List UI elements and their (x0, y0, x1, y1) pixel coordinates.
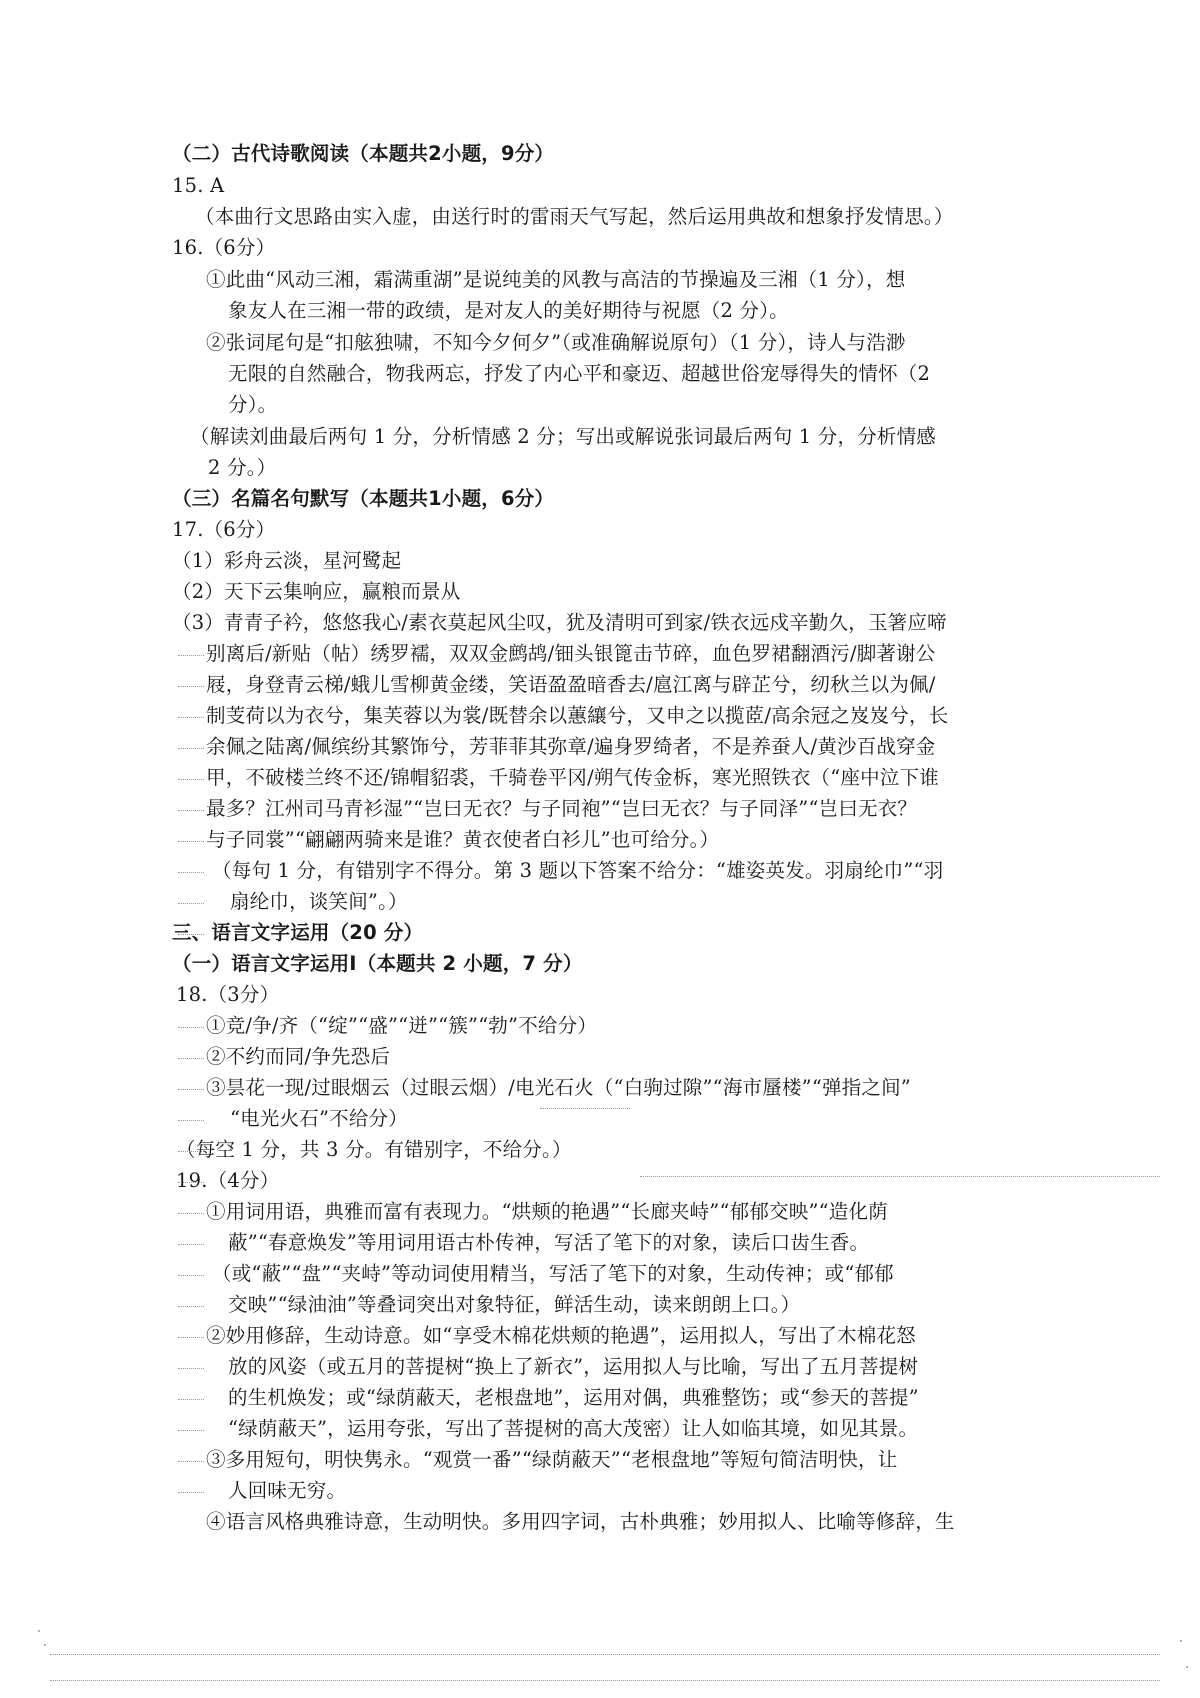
scan-dots (178, 1244, 204, 1245)
q19-label: 19.（4分） (176, 1169, 280, 1192)
scan-dots (178, 1368, 204, 1369)
q16-label: 16.（6分） (172, 236, 276, 259)
section-heading-famous-lines: （三）名篇名句默写（本题共1小题，6分） (172, 487, 555, 510)
q17-scoring-line1: （每句 1 分，有错别字不得分。第 3 题以下答案不给分：“雄姿英发。羽扇纶巾”“羽 (212, 859, 944, 882)
scan-dots (178, 1151, 204, 1152)
q17-answer3-line1: （3）青青子衿，悠悠我心/素衣莫起风尘叹，犹及清明可到家/铁衣远戍辛勤久，玉箸应啼 (172, 611, 947, 634)
scan-dots (178, 1306, 204, 1307)
q19-point2-line3: 的生机焕发；或“绿荫蔽天，老根盘地”，运用对偶，典雅整饬；或“参天的菩提” (228, 1386, 919, 1409)
q19-point1-line1: ①用词用语，典雅而富有表现力。“烘颊的艳遇”“长廊夹峙”“郁郁交映”“造化荫 (206, 1200, 888, 1223)
q17-answer3-line3: 屐，身登青云梯/蛾儿雪柳黄金缕，笑语盈盈暗香去/扈江离与辟芷兮，纫秋兰以为佩/ (206, 673, 936, 696)
scan-dots (178, 810, 204, 811)
q16-scoring-line1: （解读刘曲最后两句 1 分，分析情感 2 分；写出或解说张词最后两句 1 分，分析情感 (190, 425, 937, 448)
q19-point2-line1: ②妙用修辞，生动诗意。如“享受木棉花烘颊的艳遇”，运用拟人，写出了木棉花怒 (206, 1324, 916, 1347)
scan-dots (178, 1275, 204, 1276)
q19-point4-line1: ④语言风格典雅诗意，生动明快。多用四字词，古朴典雅；妙用拟人、比喻等修辞，生 (206, 1510, 955, 1533)
scan-speck (1186, 1666, 1188, 1668)
q19-point1-alt-line1: （或“蔽”“盘”“夹峙”等动词使用精当，写活了笔下的对象，生动传神；或“郁郁 (212, 1262, 894, 1285)
scan-dots (50, 1654, 1160, 1655)
q17-answer3-line8: 与子同裳”“翩翩两骑来是谁？黄衣使者白衫儿”也可给分。） (206, 828, 720, 851)
scan-dots (178, 1213, 204, 1214)
q17-answer3-line6: 甲，不破楼兰终不还/锦帽貂裘，千骑卷平冈/朔气传金柝，寒光照铁衣（“座中泣下谁 (206, 766, 939, 789)
q18-answer1: ①竞/争/齐（“绽”“盛”“迸”“簇”“勃”不给分） (206, 1014, 598, 1037)
scan-dots (178, 1058, 204, 1059)
q18-label: 18.（3分） (176, 983, 280, 1006)
q19-point1-alt-line2: 交映”“绿油油”等叠词突出对象特征，鲜活生动，读来朗朗上口。） (228, 1293, 801, 1316)
scan-dots (50, 1680, 1160, 1681)
scan-dots (178, 872, 204, 873)
q18-answer3-line1: ③昙花一现/过眼烟云（过眼云烟）/电光石火（“白驹过隙”“海市蜃楼”“弹指之间” (206, 1076, 911, 1099)
scan-dots (178, 1399, 204, 1400)
q17-answer3-line2: 别离后/新贴（帖）绣罗襦，双双金鹧鸪/钿头银篦击节碎，血色罗裙翻酒污/脚著谢公 (206, 642, 936, 665)
scan-speck (1180, 1640, 1182, 1642)
q19-point2-line2: 放的风姿（或五月的菩提树“换上了新衣”，运用拟人与比喻，写出了五月菩提树 (228, 1355, 919, 1378)
q18-answer2: ②不约而同/争先恐后 (206, 1045, 391, 1068)
scan-dots (178, 655, 204, 656)
scan-dots (178, 1492, 204, 1493)
scan-dots (178, 779, 204, 780)
section-heading-language: 三、语言文字运用（20 分） (172, 921, 424, 944)
q19-point2-line4: “绿荫蔽天”，运用夸张，写出了菩提树的高大茂密）让人如临其境，如见其景。 (228, 1417, 919, 1440)
q17-scoring-line2: 扇纶巾，谈笑间”。） (230, 890, 408, 913)
scan-dots (178, 841, 204, 842)
scan-dots (540, 1108, 630, 1109)
q17-answer3-line7: 最多？江州司马青衫湿”“岂曰无衣？与子同袍”“岂曰无衣？与子同泽”“岂曰无衣？ (206, 797, 918, 820)
scan-speck (44, 1644, 46, 1646)
q16-point1-line1: ①此曲“风动三湘，霜满重湖”是说纯美的风教与高洁的节操遍及三湘（1 分），想 (206, 268, 906, 291)
scan-dots (178, 1461, 204, 1462)
q16-point2-line2: 无限的自然融合，物我两忘，抒发了内心平和豪迈、超越世俗宠辱得失的情怀（2 (228, 362, 931, 385)
q15-answer: 15. A (172, 174, 225, 197)
scan-speck (38, 1630, 40, 1632)
scan-dots (640, 1176, 1160, 1177)
q17-answer3-line5: 余佩之陆离/佩缤纷其繁饰兮，芳菲菲其弥章/遍身罗绮者，不是养蚕人/黄沙百战穿金 (206, 735, 936, 758)
subsection-heading-language-1: （一）语言文字运用Ⅰ（本题共 2 小题，7 分） (172, 952, 583, 975)
section-heading-ancient-poetry: （二）古代诗歌阅读（本题共2小题，9分） (172, 142, 555, 165)
q17-answer3-line4: 制芰荷以为衣兮，集芙蓉以为裳/既替余以蕙纕兮，又申之以揽茝/高余冠之岌岌兮，长 (206, 704, 949, 727)
q17-label: 17.（6分） (172, 518, 276, 541)
q19-point3-line2: 人回味无穷。 (228, 1479, 347, 1502)
scan-dots (178, 934, 204, 935)
scan-dots (178, 686, 204, 687)
q18-answer3-line2: “电光火石”不给分） (230, 1107, 408, 1130)
q16-scoring-line2: 2 分。） (208, 456, 277, 479)
q17-answer2: （2）天下云集响应，赢粮而景从 (172, 580, 461, 603)
q18-scoring: （每空 1 分，共 3 分。有错别字，不给分。） (176, 1138, 572, 1161)
scan-dots (178, 748, 204, 749)
scan-dots (178, 717, 204, 718)
scan-dots (178, 1430, 204, 1431)
scan-dots (178, 1337, 204, 1338)
scan-dots (178, 1182, 204, 1183)
scan-dots (178, 1120, 204, 1121)
q17-answer1: （1）彩舟云淡，星河鹭起 (172, 549, 402, 572)
q16-point1-line2: 象友人在三湘一带的政绩，是对友人的美好期待与祝愿（2 分）。 (228, 299, 789, 322)
scan-dots (178, 903, 204, 904)
q16-point2-line3: 分）。 (228, 393, 278, 416)
q16-point2-line1: ②张词尾句是“扣舷独啸，不知今夕何夕”（或准确解说原句）（1 分），诗人与浩渺 (206, 331, 906, 354)
q19-point1-line2: 蔽”“春意焕发”等用词用语古朴传神，写活了笔下的对象，读后口齿生香。 (228, 1231, 870, 1254)
q15-note: （本曲行文思路由实入虚，由送行时的雷雨天气写起，然后运用典故和想象抒发情思。） (195, 205, 954, 228)
scan-dots (178, 1089, 204, 1090)
scan-dots (178, 1027, 204, 1028)
q19-point3-line1: ③多用短句，明快隽永。“观赏一番”“绿荫蔽天”“老根盘地”等短句简洁明快，让 (206, 1448, 898, 1471)
